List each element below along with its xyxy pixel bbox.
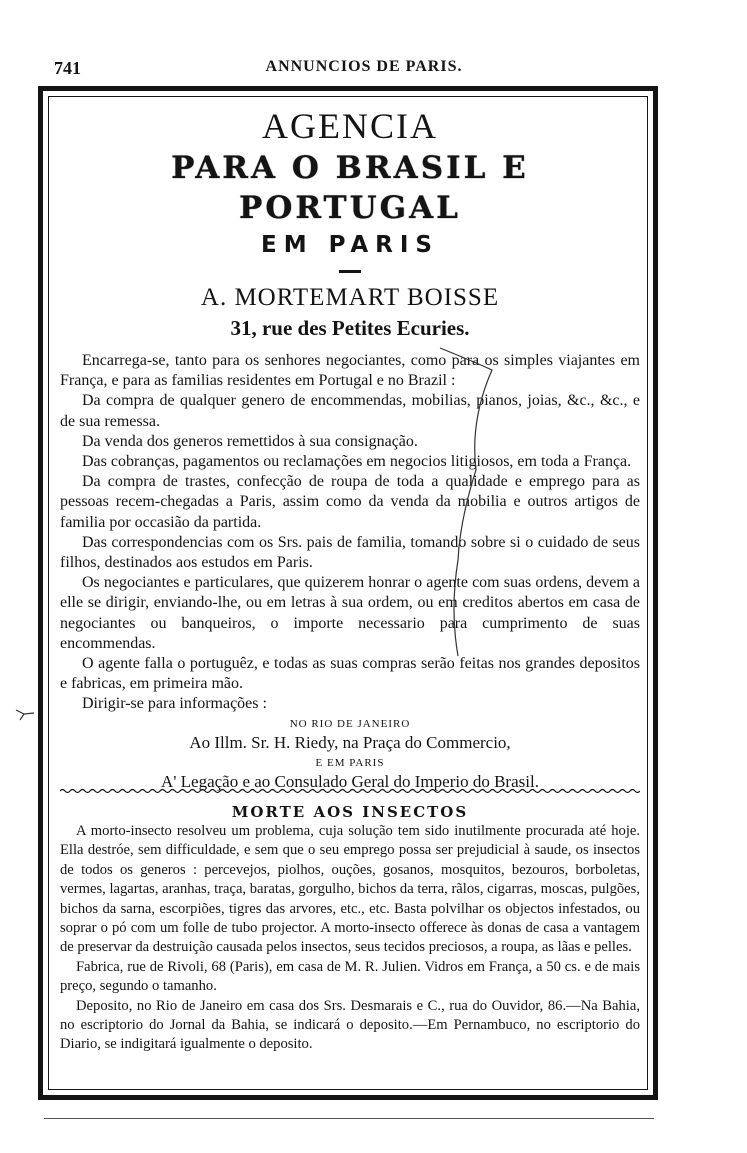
insects-paragraph: Deposito, no Rio de Janeiro em casa dos Srs. Desmarais e C., rua do Ouvidor, 86.—Na Bahia, no escriptorio do Jornal da Bahia, se indicará o deposito.—Em Pernambuco, no escriptorio do Diario, se indigitará igualmente o deposito. xyxy=(60,997,640,1053)
agency-paragraph: Das correspondencias com os Srs. pais de familia, tomando sobre si o cuidado de seus filhos, destinados aos estudos em Paris. xyxy=(60,533,640,572)
agent-address: 31, rue des Petites Ecuries. xyxy=(230,316,470,340)
agency-paragraph: Da compra de qualquer genero de encommendas, mobilias, pianos, joias, &c., &c., e de sua remessa. xyxy=(60,392,640,430)
divider-dash xyxy=(339,270,361,273)
bottom-rule xyxy=(44,1118,654,1119)
agency-body xyxy=(60,351,640,715)
agency-subtitle: PARA O BRASIL E PORTUGAL xyxy=(171,150,529,226)
paris-heading: E EM PARIS xyxy=(315,756,385,769)
agency-paragraph: Da venda dos generos remettidos à sua consignação. xyxy=(82,432,418,450)
running-head xyxy=(44,58,684,78)
agency-city: EM PARIS xyxy=(261,232,439,258)
agent-name: A. MORTEMART BOISSE xyxy=(200,284,500,311)
agency-paragraph: Dirigir-se para informações : xyxy=(82,695,267,713)
agency-paragraph: Os negociantes e particulares, que quizerem honrar o agente com suas ordens, devem a elle se dirigir, enviando-lhe, ou em letras à sua ordem, ou em creditos abertos em casa de negociantes ou banqueiros, o importe necessario para cumprimento de suas encommendas. xyxy=(60,574,640,652)
insects-body xyxy=(60,822,640,1055)
wavy-divider xyxy=(60,788,640,794)
running-head-title: ANNUNCIOS DE PARIS. xyxy=(265,58,463,75)
insects-advertisement xyxy=(60,802,640,1055)
insects-paragraph: A morto-insecto resolveu um problema, cuja solução tem sido inutilmente procurada até hoje. Ella destróe, sem difficuldade, e sem que o seu emprego possa ser prejudicial à saude, os insectos de todos os generos : percevejos, piolhos, ouções, gosanos, mosquitos, bezouros, borboletas, vermes, lagartas, aranhas, traça, baratas, gorgulho, bichos da terra, rãlos, cigarras, moscas, pulgões, bichos da sarna, escorpiões, tigres das arvores, etc., etc. Basta polvilhar os objectos infestados, ou soprar o pó com um folle de tubo projector. A morto-insecto offerece às donas de casa a vantagem de preservar da destruição causada pelos insectos, seus tecidos preciosos, a roupa, as lãas e pelles. xyxy=(60,823,640,956)
agency-paragraph: Da compra de trastes, confecção de roupa de toda a qualidade e emprego para as pessoas recem-chegadas a Paris, assim como da venda da mobilia e outros artigos de familia por occasião da partida. xyxy=(60,473,640,531)
agency-paragraph: Encarrega-se, tanto para os senhores negociantes, como para os simples viajantes em França, e para as familias residentes em Portugal e no Brazil : xyxy=(60,352,640,390)
agency-title: AGENCIA xyxy=(262,106,438,146)
rio-heading: NO RIO DE JANEIRO xyxy=(289,717,411,730)
advertisement xyxy=(60,100,640,793)
page-number: 741 xyxy=(54,58,81,78)
paris-contact: A' Legação e ao Consulado Geral do Imperio do Brasil. xyxy=(161,771,539,791)
insects-paragraph: Fabrica, rue de Rivoli, 68 (Paris), em casa de M. R. Julien. Vidros em França, a 50 cs. e de mais preço, segundo o tamanho. xyxy=(60,958,640,995)
margin-mark-icon xyxy=(14,704,36,722)
pen-stroke-mark xyxy=(430,340,510,660)
rio-contact: Ao Illm. Sr. H. Riedy, na Praça do Commercio, xyxy=(189,732,511,752)
agency-paragraph: Das cobranças, pagamentos ou reclamações em negocios litigiosos, em toda a França. xyxy=(82,453,632,471)
insects-title: MORTE AOS INSECTOS xyxy=(231,803,469,821)
agency-paragraph: O agente falla o portuguêz, e todas as suas compras serão feitas nos grandes depositos e fabricas, em primeira mão. xyxy=(60,655,640,693)
